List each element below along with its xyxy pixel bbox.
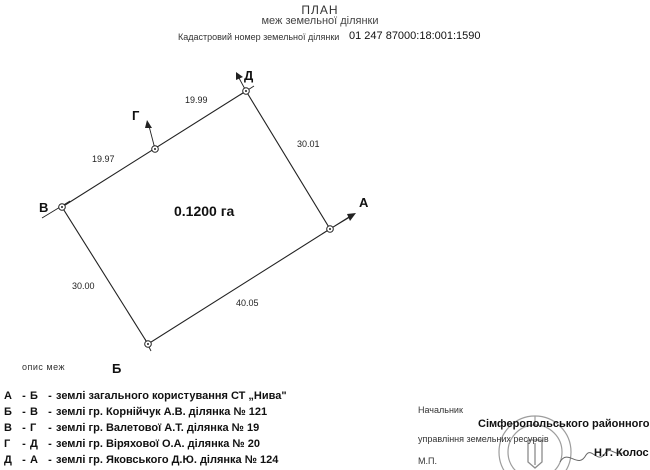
corner-dot-a xyxy=(329,228,331,230)
point-label-b: Б xyxy=(112,361,122,376)
point-label-a: А xyxy=(359,195,369,210)
parcel-area: 0.1200 га xyxy=(174,203,235,219)
legend-text: землі гр. Яковського Д.Ю. ділянка № 124 xyxy=(56,454,279,466)
corner-dot-b xyxy=(147,343,149,345)
office-line-2-rest: земельних ресурсів xyxy=(466,434,549,444)
legend-row: Д - А - землі гр. Яковського Д.Ю. ділянка № 124 xyxy=(4,454,279,466)
legend-text: землі гр. Віряхової О.А. ділянка № 20 xyxy=(56,438,260,450)
point-label-d: Д xyxy=(244,68,254,83)
legend-to: Г xyxy=(30,422,37,434)
legend-from: Д xyxy=(4,454,12,466)
cadastral-number: 01 247 87000:18:001:1590 xyxy=(349,30,481,42)
legend-text: землі гр. Корнійчук А.В. ділянка № 121 xyxy=(56,406,268,418)
page-subtitle: меж земельної ділянки xyxy=(261,15,379,27)
stamp-place-label: М.П. xyxy=(418,456,437,466)
legend-row: Б - В - землі гр. Корнійчук А.В. ділянка № 121 xyxy=(4,406,268,418)
legend-to: А xyxy=(30,454,38,466)
office-line-2-prefix: управління xyxy=(418,434,465,444)
corner-dot-g xyxy=(154,148,156,150)
office-line-1: Сімферопольського районного xyxy=(478,418,650,430)
legend-from: В xyxy=(4,422,12,434)
legend-from: Г xyxy=(4,438,11,450)
point-label-v: В xyxy=(39,200,49,215)
length-b-v: 30.00 xyxy=(72,281,95,291)
office-line-2 xyxy=(418,434,549,444)
page-title: ПЛАН xyxy=(301,3,339,17)
length-a-b: 40.05 xyxy=(236,298,259,308)
length-d-a: 30.01 xyxy=(297,139,320,149)
legend-text: землі загального користування СТ „Нива" xyxy=(56,390,287,402)
legend-from: А xyxy=(4,390,12,402)
legend-text: землі гр. Валетової А.Т. ділянка № 19 xyxy=(56,422,260,434)
cadastral-label: Кадастровий номер земельної ділянки xyxy=(178,32,340,42)
legend-from: Б xyxy=(4,406,12,418)
legend-row: В - Г - землі гр. Валетової А.Т. ділянка № 19 xyxy=(4,422,260,434)
length-g-d: 19.99 xyxy=(185,95,208,105)
corner-dot-v xyxy=(61,206,63,208)
legend-to: Д xyxy=(30,438,38,450)
arrow-a-head xyxy=(347,213,356,221)
stamp-emblem xyxy=(528,440,542,468)
legend-heading: опис меж xyxy=(22,362,66,372)
corner-dot-d xyxy=(245,90,247,92)
legend-row: А - Б - землі загального користування СТ „Нива" xyxy=(4,390,287,402)
legend-to: В xyxy=(30,406,38,418)
chief-label: Начальник xyxy=(418,405,463,415)
point-label-g: Г xyxy=(132,108,140,123)
legend-row: Г - Д - землі гр. Віряхової О.А. ділянка № 20 xyxy=(4,438,260,450)
length-v-g: 19.97 xyxy=(92,154,115,164)
legend-to: Б xyxy=(30,390,38,402)
chief-name: Н.Г. Колос xyxy=(594,447,649,459)
arrow-g-head xyxy=(145,120,152,128)
